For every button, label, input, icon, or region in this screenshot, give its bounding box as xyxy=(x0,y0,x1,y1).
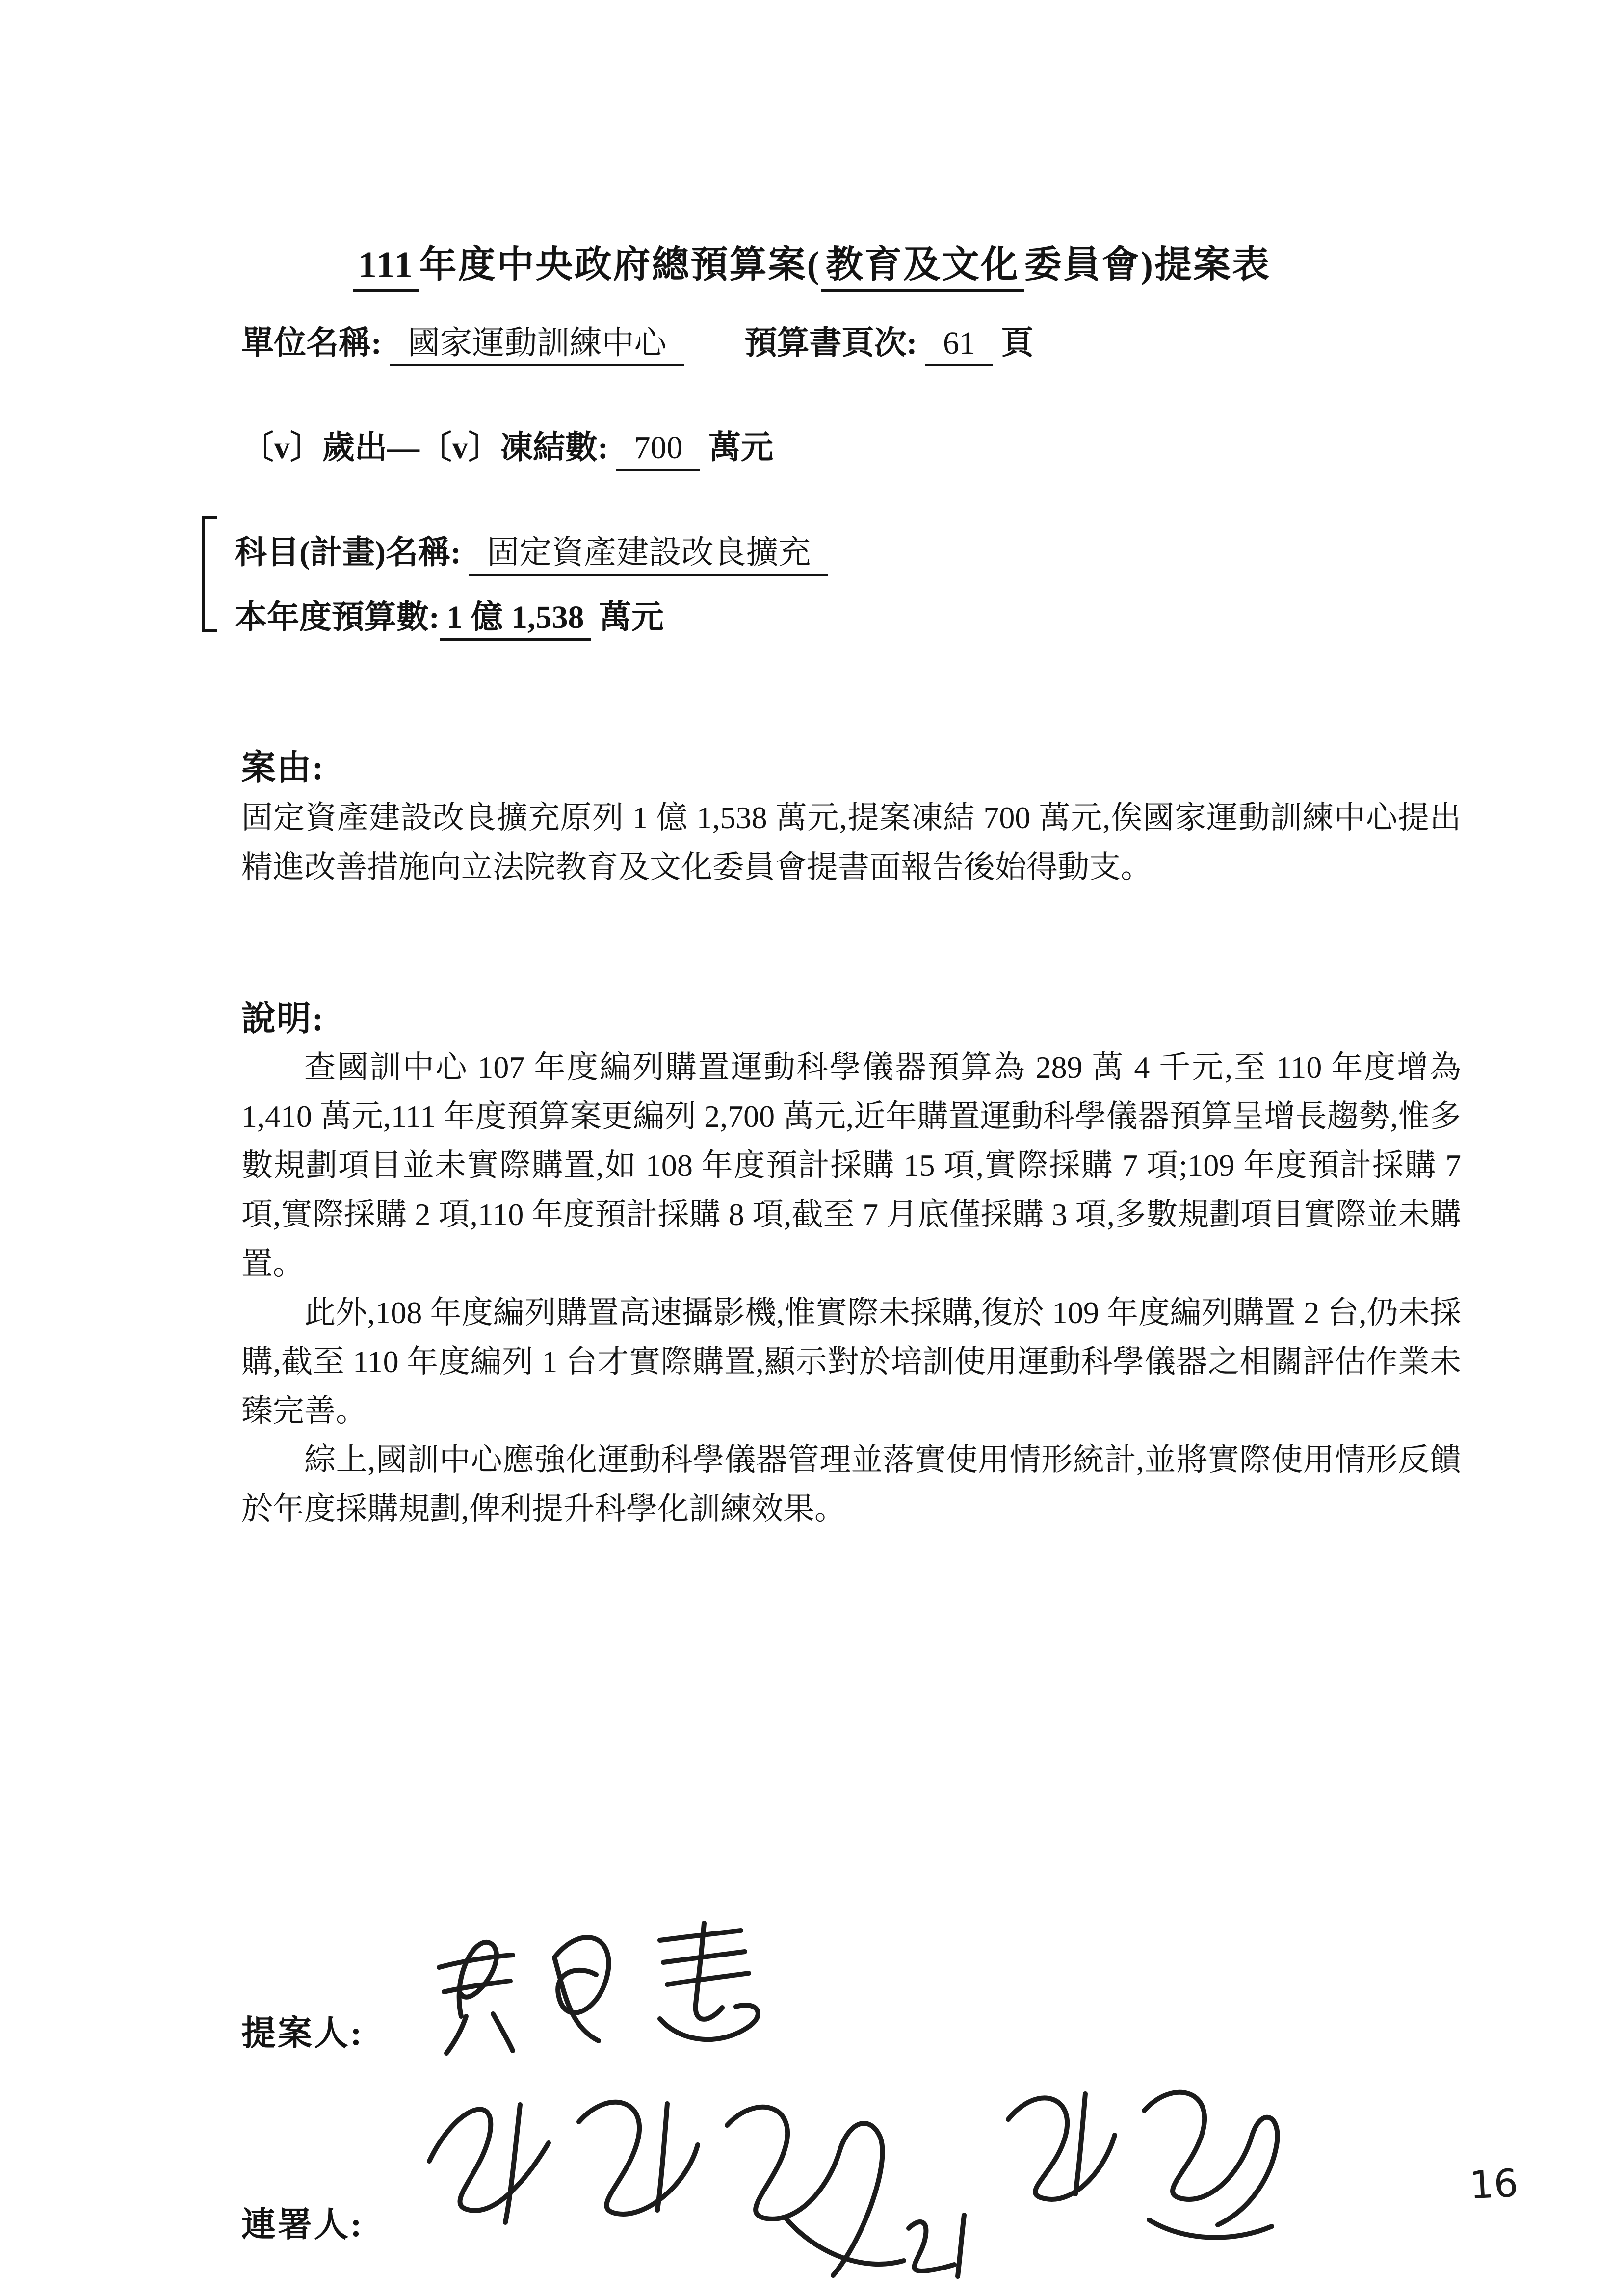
freeze-checkbox-text: 〔v〕歲出—〔v〕凍結數: xyxy=(241,430,608,466)
explanation-paragraph: 查國訓中心 107 年度編列購置運動科學儀器預算為 289 萬 4 千元,至 110 年度增為 1,410 萬元,111 年度預算案更編列 2,700 萬元,近年購置運動科學儀器預算呈增長趨勢,惟多數規劃項目並未實際購置,如 108 年度預計採購 15 項,實際採購 7 項;109 年度預計採購 7 項,實際採購 2 項,110 年度預計採購 8 項,截至 7 月底僅採購 3 項,多數規劃項目實際並未購置。 xyxy=(241,1050,1461,1281)
cosigner-signatures-handwriting xyxy=(373,2046,1330,2296)
subject-name-value: 固定資產建設改良擴充 xyxy=(469,535,828,576)
explanation-paragraph: 此外,108 年度編列購置高速攝影機,惟實際未採購,復於 109 年度編列購置 2 台,仍未採購,截至 110 年度編列 1 台才實際購置,顯示對於培訓使用運動科學儀器之相關評估作業未臻完善。 xyxy=(241,1295,1461,1428)
cosigner-label: 連署人: xyxy=(241,2206,364,2244)
proposer-label: 提案人: xyxy=(241,2015,364,2053)
budget-amount-label: 本年度預算數: xyxy=(235,600,440,635)
budget-book-page-unit: 頁 xyxy=(1001,325,1034,361)
budget-book-page-value: 61 xyxy=(925,325,993,366)
freeze-amount-value: 700 xyxy=(616,430,700,471)
case-section-heading: 案由: xyxy=(241,749,325,787)
document-title xyxy=(0,235,1624,288)
title-tail: 委員會)提案表 xyxy=(1024,244,1271,286)
unit-name-line xyxy=(241,316,1033,363)
title-mid: 年度中央政府總預算案( xyxy=(419,244,821,286)
freeze-amount-line xyxy=(241,421,773,468)
title-committee-underlined: 教育及文化 xyxy=(821,244,1024,292)
subject-left-bracket xyxy=(202,516,217,632)
explanation-paragraph: 綜上,國訓中心應強化運動科學儀器管理並落實使用情形統計,並將實際使用情形反饋於年度採購規劃,俾利提升科學化訓練效果。 xyxy=(241,1442,1461,1526)
budget-book-page-label: 預算書頁次: xyxy=(744,325,917,361)
explanation-section-heading: 說明: xyxy=(241,1000,325,1038)
title-year-underlined: 111 xyxy=(353,244,419,292)
unit-name-value: 國家運動訓練中心 xyxy=(390,325,684,366)
budget-amount-value: 1 億 1,538 xyxy=(440,600,591,641)
case-section-body: 固定資產建設改良擴充原列 1 億 1,538 萬元,提案凍結 700 萬元,俟國家運動訓練中心提出精進改善措施向立法院教育及文化委員會提書面報告後始得動支。 xyxy=(241,800,1461,885)
budget-amount-unit: 萬元 xyxy=(599,600,664,635)
budget-amount-line xyxy=(235,591,664,637)
explanation-section-body xyxy=(241,1043,1461,1534)
subject-name-line xyxy=(235,526,828,573)
page-number: 16 xyxy=(1468,2161,1519,2208)
unit-name-label: 單位名稱: xyxy=(241,325,382,361)
subject-name-label: 科目(計畫)名稱: xyxy=(235,535,461,571)
freeze-amount-unit: 萬元 xyxy=(708,430,773,466)
